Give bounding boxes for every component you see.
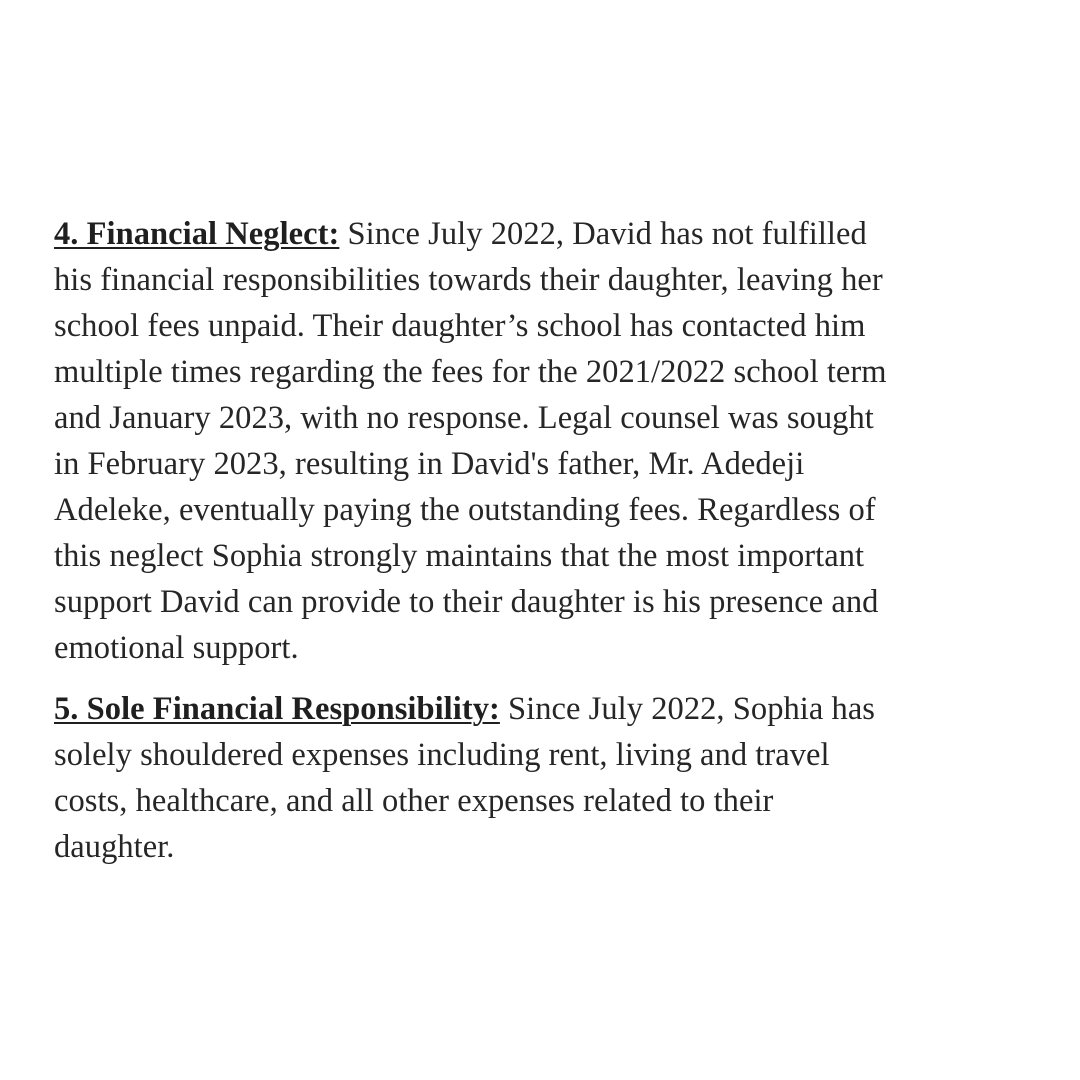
text-line: emotional support.	[54, 630, 299, 666]
text-line: daughter.	[54, 829, 175, 865]
text-run: Since July 2022, David has not fulfilled	[339, 216, 867, 252]
text-line: in February 2023, resulting in David's father, Mr. Adedeji	[54, 446, 805, 482]
text-line: his financial responsibilities towards their daughter, leaving her	[54, 262, 883, 298]
text-line	[54, 211, 1014, 257]
text-line: and January 2023, with no response. Legal counsel was sought	[54, 400, 874, 436]
text-line: Adeleke, eventually paying the outstanding fees. Regardless of	[54, 492, 876, 528]
text-line: support David can provide to their daughter is his presence and	[54, 584, 879, 620]
text-line: solely shouldered expenses including rent, living and travel	[54, 737, 830, 773]
section-financial-neglect	[54, 211, 1014, 671]
text-line: this neglect Sophia strongly maintains that the most important	[54, 538, 865, 574]
section-heading: 5. Sole Financial Responsibility:	[54, 691, 500, 727]
text-line: multiple times regarding the fees for the 2021/2022 school term	[54, 354, 887, 390]
section-sole-financial-responsibility	[54, 686, 1014, 870]
text-line: school fees unpaid. Their daughter’s school has contacted him	[54, 308, 866, 344]
section-heading: 4. Financial Neglect:	[54, 216, 340, 252]
text-line	[54, 686, 1014, 732]
text-line: costs, healthcare, and all other expenses related to their	[54, 783, 774, 819]
document-body	[54, 211, 1014, 870]
text-run: Since July 2022, Sophia has	[499, 691, 876, 727]
